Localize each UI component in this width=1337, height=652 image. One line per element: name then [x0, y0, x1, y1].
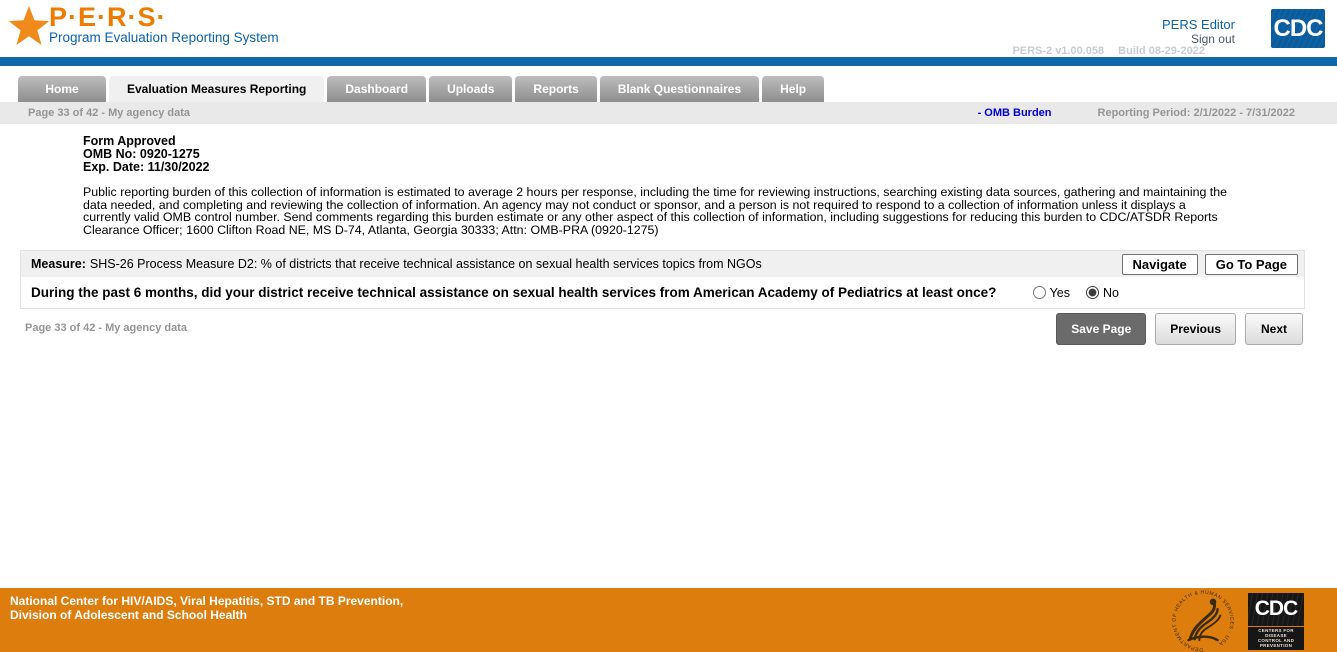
tab-evaluation-measures-reporting[interactable]: Evaluation Measures Reporting: [109, 76, 324, 102]
form-approved-line: Form Approved: [83, 134, 176, 148]
footer-center-name: National Center for HIV/AIDS, Viral Hepatitis, STD and TB Prevention,: [10, 594, 404, 608]
footer-division-name: Division of Adolescent and School Health: [10, 607, 247, 622]
measure-description: SHS-26 Process Measure D2: % of districts that receive technical assistance on sexual health services topics from NGOs: [89, 257, 762, 272]
radio-no[interactable]: [1086, 286, 1099, 299]
question-text: During the past 6 months, did your district receive technical assistance on sexual health services from American Academy of Pediatrics at least once?: [31, 285, 997, 301]
tab-home[interactable]: Home: [18, 76, 106, 102]
pers-acronym: P·E·R·S·: [49, 2, 167, 32]
hhs-seal-text: DEPARTMENT OF HEALTH & HUMAN SERVICES · USA: [1171, 590, 1235, 652]
option-no-label: No: [1103, 285, 1119, 300]
option-yes[interactable]: [1033, 286, 1070, 300]
tab-blank-questionnaires[interactable]: Blank Questionnaires: [600, 76, 759, 102]
user-block: [1162, 17, 1235, 47]
header-divider-bar: [0, 57, 1337, 66]
sign-out-link[interactable]: Sign out: [1190, 32, 1235, 46]
reporting-period: Reporting Period: 2/1/2022 - 7/31/2022: [1097, 107, 1295, 119]
burden-statement: Public reporting burden of this collection of information is estimated to average 2 hours per response, including the time for reviewing instructions, searching existing data sources, gathering and maintaining the data needed, and completing and reviewing the collection of information. An agency may not conduct or sponsor, and a person is not required to respond to a collection of information unless it displays a currently valid OMB control number. Send comments regarding this burden estimate or any other aspect of this collection of information, including suggestions for reducing this burden to CDC/ATSDR Reports Clearance Officer; 1600 Clifton Road NE, MS D-74, Atlanta, Georgia 30333; Attn: OMB-PRA (0920-1275): [83, 185, 1228, 237]
version-number: PERS-2 v1.00.058: [1012, 45, 1105, 57]
page-actions-row: [25, 313, 1303, 345]
omb-burden-link[interactable]: - OMB Burden: [977, 107, 1052, 119]
page-indicator: Page 33 of 42 - My agency data: [28, 107, 191, 119]
app-header: [0, 0, 1337, 57]
page-indicator-bottom: Page 33 of 42 - My agency data: [25, 322, 188, 335]
main-nav-tabs: [18, 76, 1337, 102]
page-info-bar: [0, 102, 1337, 124]
cdc-logo[interactable]: CDC: [1271, 9, 1325, 48]
tab-uploads[interactable]: Uploads: [429, 76, 512, 102]
save-page-button[interactable]: Save Page: [1056, 313, 1146, 345]
hhs-seal-icon: [1164, 590, 1242, 652]
build-number: Build 08-29-2022: [1118, 45, 1205, 57]
omb-number: OMB No: 0920-1275: [83, 147, 200, 161]
measure-label: Measure:: [31, 257, 86, 272]
cdc-footer-logo-subtext: CENTERS FOR DISEASE CONTROL AND PREVENTION: [1248, 627, 1304, 650]
form-approved-block: [83, 135, 1337, 174]
expiration-date: Exp. Date: 11/30/2022: [83, 160, 210, 174]
option-yes-label: Yes: [1049, 285, 1071, 300]
next-button[interactable]: Next: [1245, 313, 1303, 345]
cdc-footer-logo: [1248, 593, 1304, 650]
measure-bar: [21, 251, 1304, 277]
tab-help[interactable]: Help: [762, 76, 824, 102]
answer-options: [1033, 286, 1119, 300]
pers-star-icon: [8, 6, 50, 48]
radio-yes[interactable]: [1033, 286, 1046, 299]
question-row: [21, 277, 1304, 308]
previous-button[interactable]: Previous: [1155, 313, 1236, 345]
measure-panel: [20, 250, 1305, 309]
cdc-footer-logo-text: CDC: [1248, 593, 1304, 626]
pers-logo: [49, 2, 279, 45]
tab-reports[interactable]: Reports: [515, 76, 596, 102]
page-footer: [0, 588, 1337, 652]
version-info: [1012, 45, 1205, 57]
go-to-page-button[interactable]: Go To Page: [1205, 254, 1298, 275]
pers-subtitle: Program Evaluation Reporting System: [49, 30, 279, 45]
option-no[interactable]: [1086, 286, 1119, 300]
navigate-button[interactable]: Navigate: [1122, 254, 1198, 275]
footer-org-text: [10, 595, 403, 622]
user-name: PERS Editor: [1162, 17, 1235, 32]
tab-dashboard[interactable]: Dashboard: [327, 76, 426, 102]
